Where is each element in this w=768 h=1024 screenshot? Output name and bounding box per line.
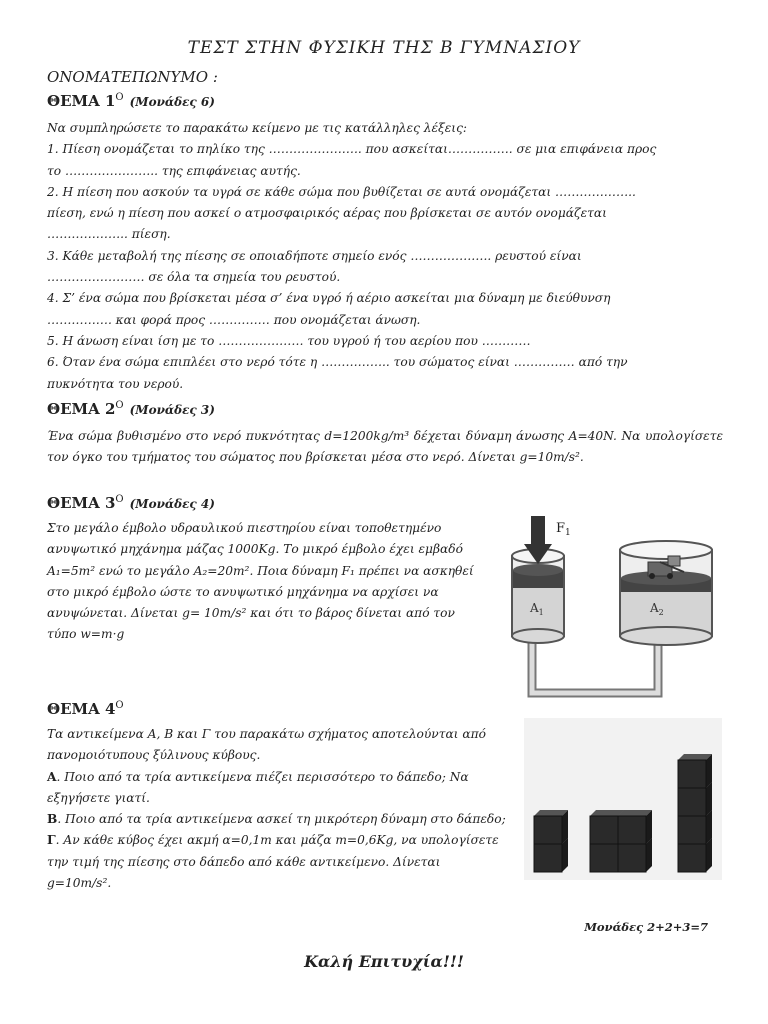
q1-heading	[47, 92, 215, 110]
q4-points: Μονάδες 2+2+3=7	[584, 920, 708, 934]
q3-heading	[47, 494, 215, 512]
q1-heading-sup: Ο	[115, 92, 124, 103]
q1-line: ……………….. πίεση.	[47, 227, 171, 242]
q1-line: …………………… σε όλα τα σημεία του ρευστού.	[47, 270, 341, 285]
q4-part-g	[47, 830, 507, 894]
q4-heading-text: ΘΕΜΑ 4	[47, 700, 116, 718]
q1-line: 1. Πίεση ονομάζεται το πηλίκο της ………………….. που ασκείται……………. σε μια επιφάνεια προς	[47, 142, 657, 157]
q4-part-b-text: . Ποιο από τα τρία αντικείμενα ασκεί τη μικρότερη δύναμη στο δάπεδο;	[57, 812, 506, 827]
q1-line: 4. Σ’ ένα σώμα που βρίσκεται μέσα σ’ ένα υγρό ή αέριο ασκείται μια δύναμη με διεύθυνση	[47, 291, 611, 306]
q2-heading	[47, 400, 215, 418]
force-arrow	[531, 516, 545, 546]
area-a2-label: $A_2$	[650, 601, 664, 617]
q2-points: (Μονάδες 3)	[129, 403, 215, 417]
q1-line: 2. Η πίεση που ασκούν τα υγρά σε κάθε σώμα που βυθίζεται σε αυτά ονομάζεται ………………..	[47, 184, 636, 199]
name-label: ΟΝΟΜΑΤΕΠΩΝΥΜΟ :	[47, 68, 218, 86]
q4-heading-sup: Ο	[115, 700, 124, 711]
object-b-cubes	[590, 810, 652, 872]
q1-line: το ………………….. της επιφάνειας αυτής.	[47, 163, 301, 178]
hydraulic-press-figure	[500, 508, 730, 708]
q3-heading-sup: Ο	[115, 494, 124, 505]
q1-line: Να συμπληρώσετε το παρακάτω κείμενο με τις κατάλληλες λέξεις:	[47, 121, 468, 135]
q1-line: πυκνότητα του νερού.	[47, 376, 184, 391]
q4-heading	[47, 700, 124, 718]
q1-heading-text: ΘΕΜΑ 1	[47, 92, 116, 110]
q4-part-a	[47, 767, 507, 810]
q4-intro: Τα αντικείμενα Α, Β και Γ του παρακάτω σχήματος αποτελούνται από πανομοιότυπους ξύλινους κύβους.	[47, 727, 486, 763]
q1-body	[47, 118, 723, 395]
cubes-figure	[524, 718, 722, 880]
good-luck-message: Καλή Επιτυχία!!!	[304, 952, 464, 971]
area-a1-label: $A_1$	[530, 601, 544, 617]
q1-line: πίεση, ενώ η πίεση που ασκεί ο ατμοσφαιρικός αέρας που βρίσκεται σε αυτόν ονομάζεται	[47, 206, 607, 221]
force-label: $F_1$	[556, 521, 571, 538]
q1-line: ……………. και φορά προς …………… που ονομάζεται άνωση.	[47, 312, 421, 327]
q1-line: 5. Η άνωση είναι ίση με το ………………… του υγρού ή του αερίου που …………	[47, 333, 531, 348]
q4-body	[47, 724, 507, 894]
q2-body	[47, 426, 723, 469]
page-title: ΤΕΣΤ ΣΤΗΝ ΦΥΣΙΚΗ ΤΗΣ Β ΓΥΜΝΑΣΙΟΥ	[187, 38, 581, 58]
q1-line: 3. Κάθε μεταβολή της πίεσης σε οποιαδήποτε σημείο ενός ……………….. ρευστού είναι	[47, 248, 582, 263]
q4-part-a-text: . Ποιο από τα τρία αντικείμενα πιέζει περισσότερο το δάπεδο; Να εξηγήσετε γιατί.	[47, 769, 469, 805]
q2-text: Ένα σώμα βυθισμένο στο νερό πυκνότητας d=1200kg/m³ δέχεται δύναμη άνωσης A=40N. Να υπολογίσετε τον όγκο του τμήματος του σώματος που βρίσκεται μέσα στο νερό. Δίνεται g=10m/s².	[47, 429, 723, 465]
q1-line: 6. Όταν ένα σώμα επιπλέει στο νερό τότε η …………….. του σώματος είναι …………… από την	[47, 355, 628, 370]
object-c-cubes	[678, 754, 712, 872]
q3-body	[47, 518, 487, 646]
q3-heading-text: ΘΕΜΑ 3	[47, 494, 116, 512]
q1-points: (Μονάδες 6)	[129, 95, 215, 109]
q2-heading-sup: Ο	[115, 400, 124, 411]
q3-points: (Μονάδες 4)	[129, 497, 215, 511]
q4-part-b-label: Β	[47, 812, 58, 827]
q4-part-g-label: Γ	[47, 833, 56, 848]
q3-text: Στο μεγάλο έμβολο υδραυλικού πιεστηρίου είναι τοποθετημένο ανυψωτικό μηχάνημα μάζας 1000Kg. Το μικρό έμβολο έχει εμβαδό A₁=5m² ενώ το μεγάλο A₂=20m². Ποια δύναμη F₁ πρέπει να ασκηθεί στο μικρό έμβολο ώστε το ανυψωτικό μηχάνημα να αρχίσει να ανυψώνεται. Δίνεται g= 10m/s² και ότι το βάρος δίνεται από τον τύπο w=m·g	[47, 521, 474, 642]
q4-part-b	[47, 809, 507, 830]
q4-part-g-text: . Αν κάθε κύβος έχει ακμή α=0,1m και μάζα m=0,6Kg, να υπολογίσετε την τιμή της πίεσης στο δάπεδο από κάθε αντικείμενο. Δίνεται g=10m/s².	[47, 833, 499, 891]
q2-heading-text: ΘΕΜΑ 2	[47, 400, 116, 418]
object-a-cubes	[534, 810, 568, 872]
q4-part-a-label: Α	[47, 769, 57, 784]
